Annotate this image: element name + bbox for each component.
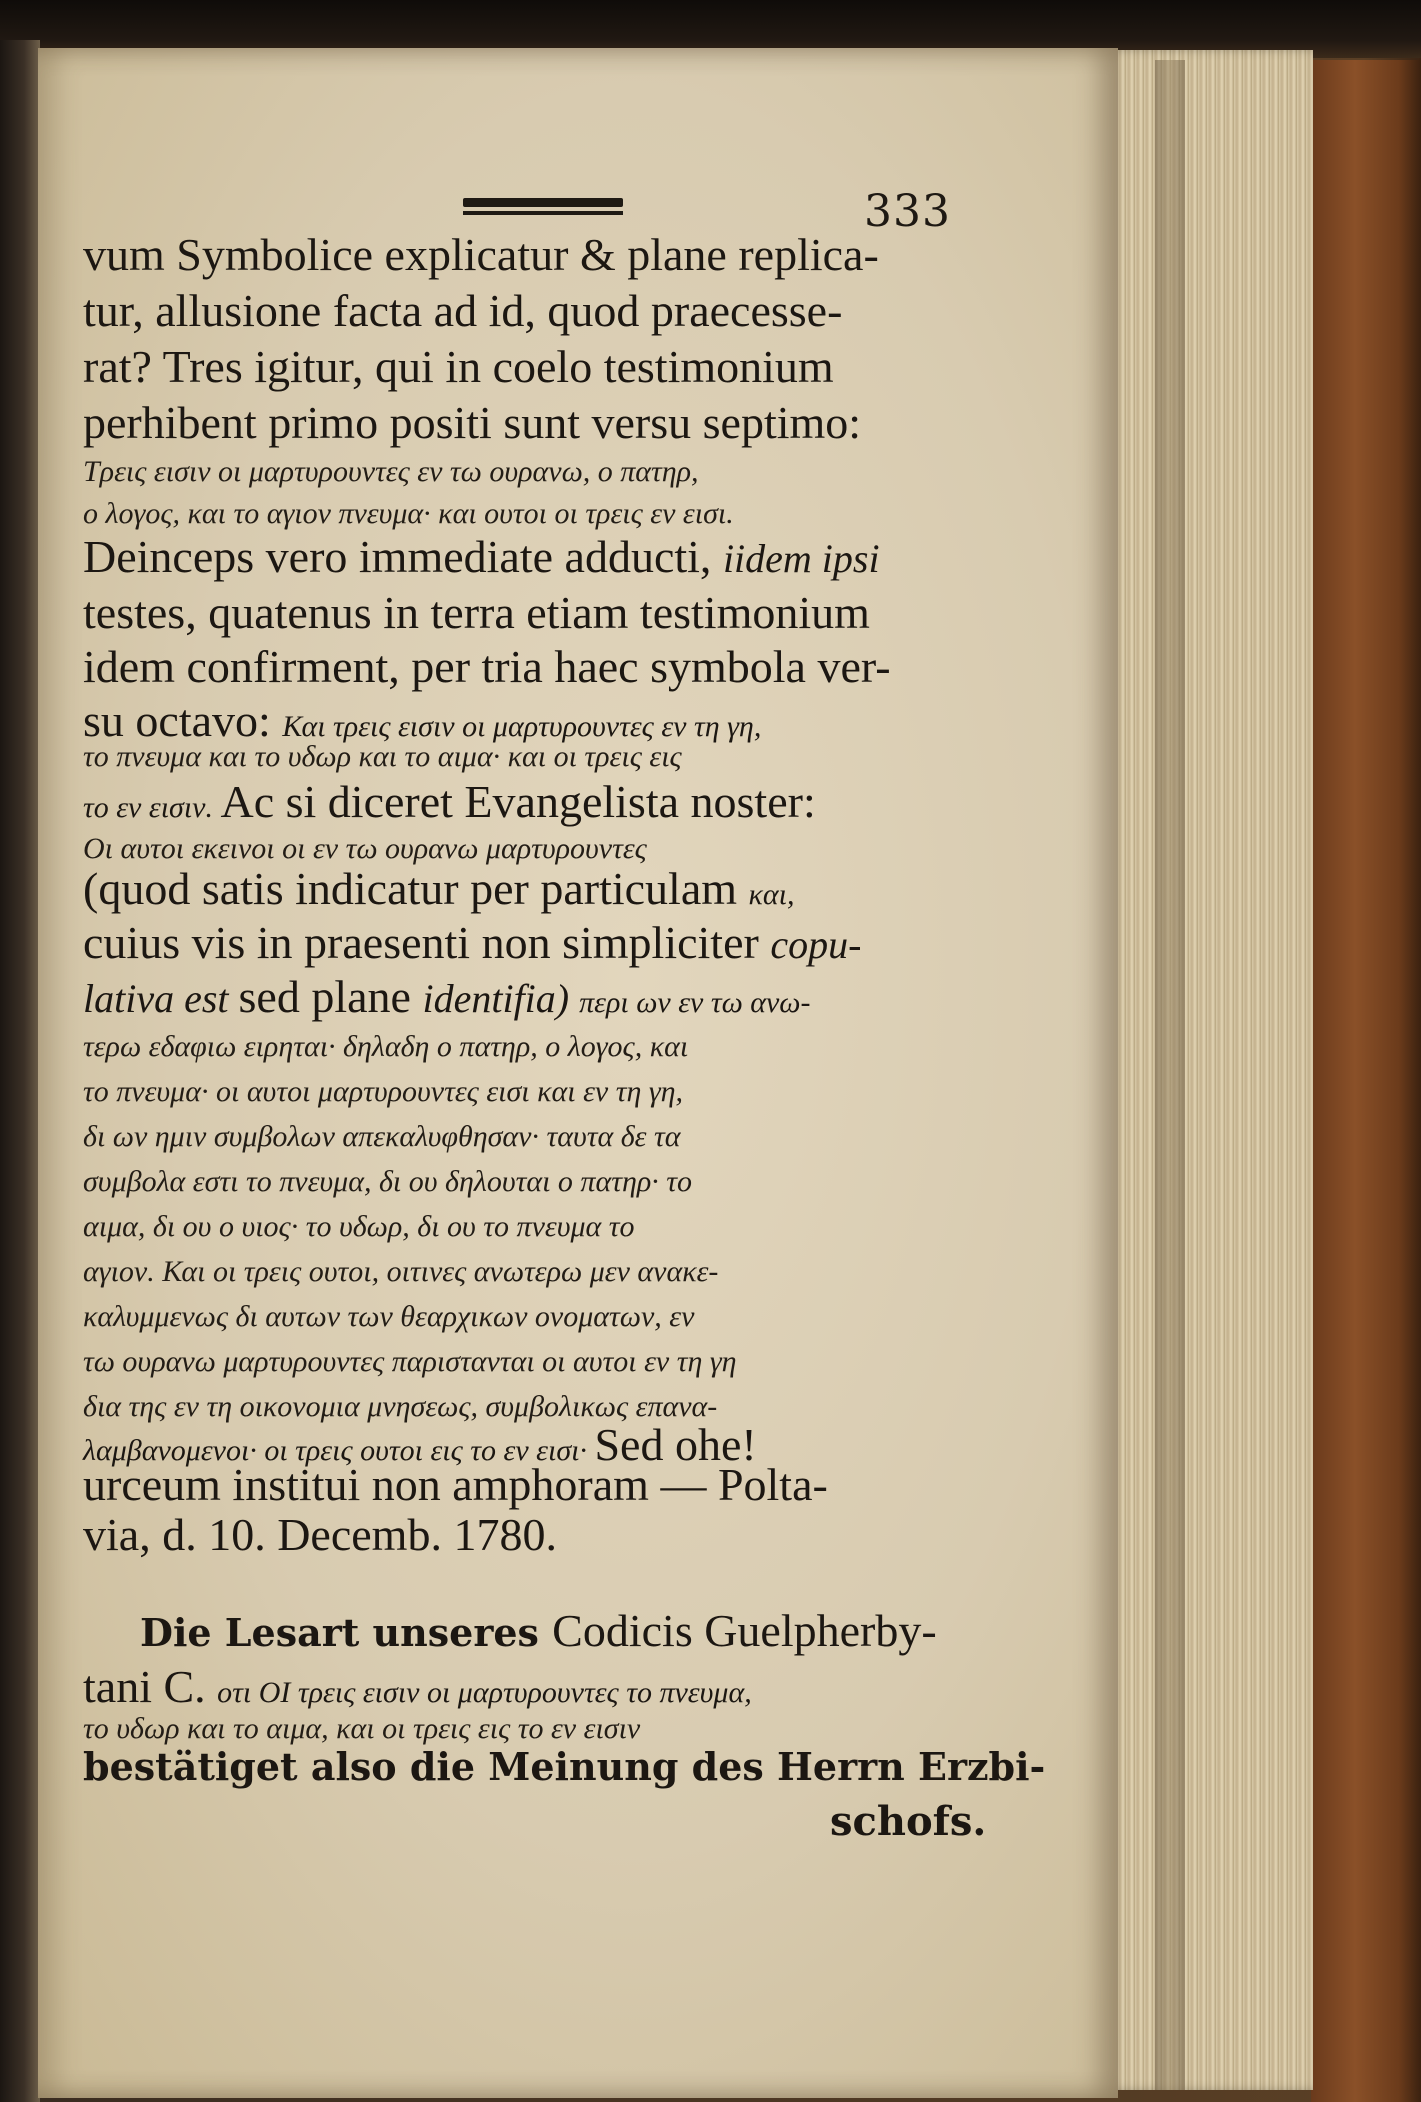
- greek-span: Και τρεις εισιν οι μαρτυρουντες εν τη γη,: [282, 710, 762, 743]
- greek-line: τω ουρανω μαρτυρουντες παριστανται οι αυτοι εν τη γη: [83, 1345, 737, 1378]
- latin-span: tani C.: [83, 1661, 218, 1712]
- text-line: [83, 970, 810, 1023]
- greek-line: Τρεις εισιν οι μαρτυρουντες εν τω ουρανω, ο πατηρ,: [83, 455, 699, 488]
- fraktur-span: Die Lesart unseres: [140, 1610, 553, 1655]
- greek-line: αιμα, δι ου ο υιος· το υδωρ, δι ου το πνευμα το: [83, 1210, 635, 1243]
- greek-line: δια της εν τη οικονομια μνησεως, συμβολικως επανα-: [83, 1390, 718, 1423]
- greek-span: οτι ΟΙ τρεις εισιν οι μαρτυρουντες το πνευμα,: [217, 1676, 752, 1709]
- greek-line: ο λογος, και το αγιον πνευμα· και ουτοι οι τρεις εν εισι.: [83, 497, 734, 530]
- latin-span: su octavo:: [83, 695, 283, 746]
- page-edge-shadow: [1155, 60, 1185, 2090]
- latin-span: Ac si diceret Evangelista noster:: [220, 776, 816, 827]
- italic-span: iidem ipsi: [722, 536, 880, 581]
- text-line: rat? Tres igitur, qui in coelo testimonium: [83, 341, 834, 392]
- latin-span: (quod satis indicatur per particulam: [83, 863, 749, 914]
- ornament-rule-thin: [463, 211, 623, 215]
- page-number: 333: [864, 186, 951, 237]
- greek-line: συμβολα εστι το πνευμα, δι ου δηλουται ο πατηρ· το: [83, 1165, 692, 1198]
- closing-word: schofs.: [830, 1798, 987, 1845]
- greek-line: δι ων ημιν συμβολων απεκαλυφθησαν· ταυτα δε τα: [83, 1120, 681, 1153]
- latin-span: sed plane: [238, 971, 423, 1022]
- greek-line: το πνευμα και το υδωρ και το αιμα· και οι τρεις εις: [83, 740, 682, 773]
- fraktur-line: bestätiget also die Meinung des Herrn Erzbi-: [83, 1744, 1046, 1789]
- latin-span: Deinceps vero immediate adducti,: [83, 531, 723, 582]
- text-line: [83, 775, 816, 828]
- text-line: [83, 862, 795, 915]
- latin-span: Sed ohe!: [594, 1419, 757, 1470]
- text-line: [140, 1604, 937, 1657]
- greek-line: αγιον. Και οι τρεις ουτοι, οιτινες ανωτερω μεν ανακε-: [83, 1255, 719, 1288]
- text-line: [83, 916, 861, 969]
- text-line: perhibent primo positi sunt versu septimo:: [83, 397, 862, 448]
- text-line: urceum institui non amphoram — Polta-: [83, 1459, 828, 1510]
- text-line: idem confirment, per tria haec symbola ver-: [83, 641, 891, 692]
- italic-span: est: [184, 976, 239, 1021]
- text-line: testes, quatenus in terra etiam testimonium: [83, 587, 870, 638]
- book-gutter: [0, 40, 40, 2102]
- ornament-rule-thick: [463, 198, 623, 207]
- greek-line: το υδωρ και το αιμα, και οι τρεις εις το εν εισιν: [83, 1712, 641, 1745]
- italic-span: identifia): [422, 976, 580, 1021]
- text-line: [83, 530, 880, 583]
- text-line: [83, 1660, 752, 1713]
- book-cover-board: [1311, 60, 1421, 2102]
- page-edges: [1108, 50, 1313, 2090]
- greek-line: το πνευμα· οι αυτοι μαρτυρουντες εισι και εν τη γη,: [83, 1075, 684, 1108]
- greek-line: τερω εδαφιω ειρηται· δηλαδη ο πατηρ, ο λογος, και: [83, 1030, 689, 1063]
- greek-span: περι ων εν τω ανω-: [579, 986, 811, 1019]
- latin-span: cuius vis in praesenti non simpliciter: [83, 917, 771, 968]
- latin-span: Codicis Guelpherby-: [552, 1605, 937, 1656]
- text-line: via, d. 10. Decemb. 1780.: [83, 1509, 557, 1560]
- header-ornament: [463, 198, 623, 220]
- greek-span: λαμβανομενοι· οι τρεις ουτοι εις το εν εισι·: [83, 1434, 595, 1467]
- text-line: vum Symbolice explicatur & plane replica-: [83, 229, 879, 280]
- text-line: tur, allusione facta ad id, quod praecesse-: [83, 285, 843, 336]
- greek-line: Οι αυτοι εκεινοι οι εν τω ουρανω μαρτυρουντες: [83, 832, 647, 865]
- greek-line: καλυμμενως δι αυτων των θεαρχικων ονοματων, εν: [83, 1300, 695, 1333]
- italic-span: lativa: [83, 976, 185, 1021]
- greek-span: το εν εισιν.: [83, 791, 221, 824]
- greek-span: και,: [748, 878, 795, 911]
- italic-span: copu-: [770, 922, 862, 967]
